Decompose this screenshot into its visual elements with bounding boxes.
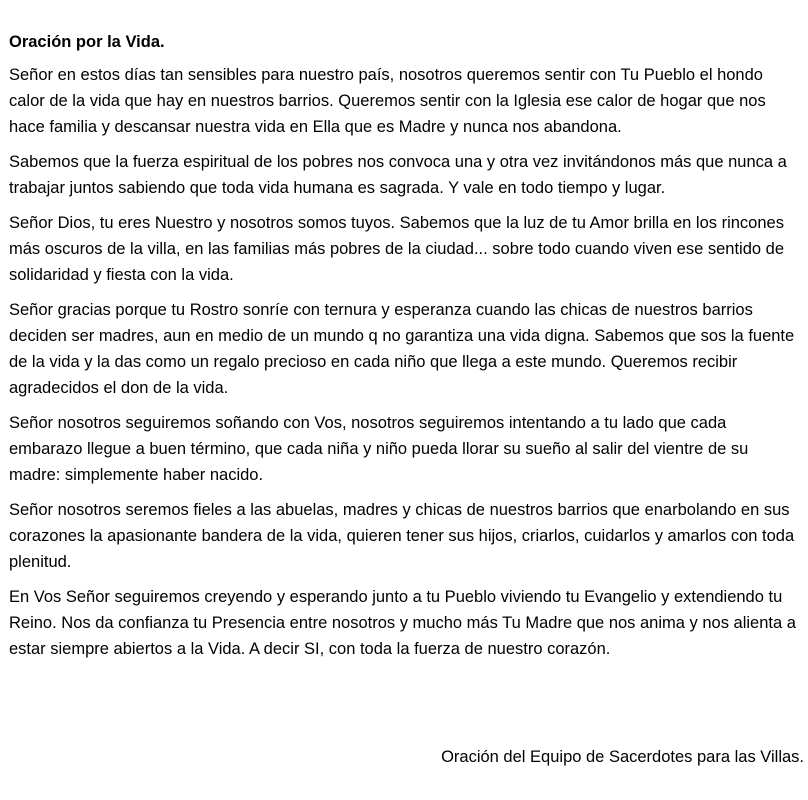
paragraph-5: Señor nosotros seguiremos soñando con Vos, nosotros seguiremos intentando a tu lado que cada embarazo llegue a buen término, que cada niña y niño pueda llorar su sueño al salir del vientre de su madre: simplemente haber nacido. [9, 414, 749, 484]
paragraph-4: Señor gracias porque tu Rostro sonríe con ternura y esperanza cuando las chicas de nuestros barrios deciden ser madres, aun en medio de un mundo q no garantiza una vida digna. Sabemos que sos la fuente de la vida y la das como un regalo precioso en cada niño que llega a este mundo. Queremos recibir agradecidos el don de la vida. [9, 301, 795, 397]
paragraph-3: Señor Dios, tu eres Nuestro y nosotros somos tuyos. Sabemos que la luz de tu Amor brilla en los rincones más oscuros de la villa, en las familias más pobres de la ciudad... sobre todo cuando viven ese sentido de solidaridad y fiesta con la vida. [9, 214, 785, 284]
signature: Oración del Equipo de Sacerdotes para las Villas. [441, 748, 804, 766]
paragraph-2: Sabemos que la fuerza espiritual de los pobres nos convoca una y otra vez invitándonos más que nunca a trabajar juntos sabiendo que toda vida humana es sagrada. Y vale en todo tiempo y lugar. [9, 153, 787, 197]
document-title: Oración por la Vida. [9, 33, 165, 51]
paragraph-1: Señor en estos días tan sensibles para nuestro país, nosotros queremos sentir con Tu Pueblo el hondo calor de la vida que hay en nuestros barrios. Queremos sentir con la Iglesia ese calor de hogar que nos hace familia y descansar nuestra vida en Ella que es Madre y nunca nos abandona. [9, 66, 766, 136]
paragraph-7: En Vos Señor seguiremos creyendo y esperando junto a tu Pueblo viviendo tu Evangelio y extendiendo tu Reino. Nos da confianza tu Presencia entre nosotros y mucho más Tu Madre que nos anima y nos alienta a estar siempre abiertos a la Vida. A decir SI, con toda la fuerza de nuestro corazón. [9, 588, 796, 658]
paragraph-6: Señor nosotros seremos fieles a las abuelas, madres y chicas de nuestros barrios que enarbolando en sus corazones la apasionante bandera de la vida, quieren tener sus hijos, criarlos, cuidarlos y amarlos con toda plenitud. [9, 501, 795, 571]
